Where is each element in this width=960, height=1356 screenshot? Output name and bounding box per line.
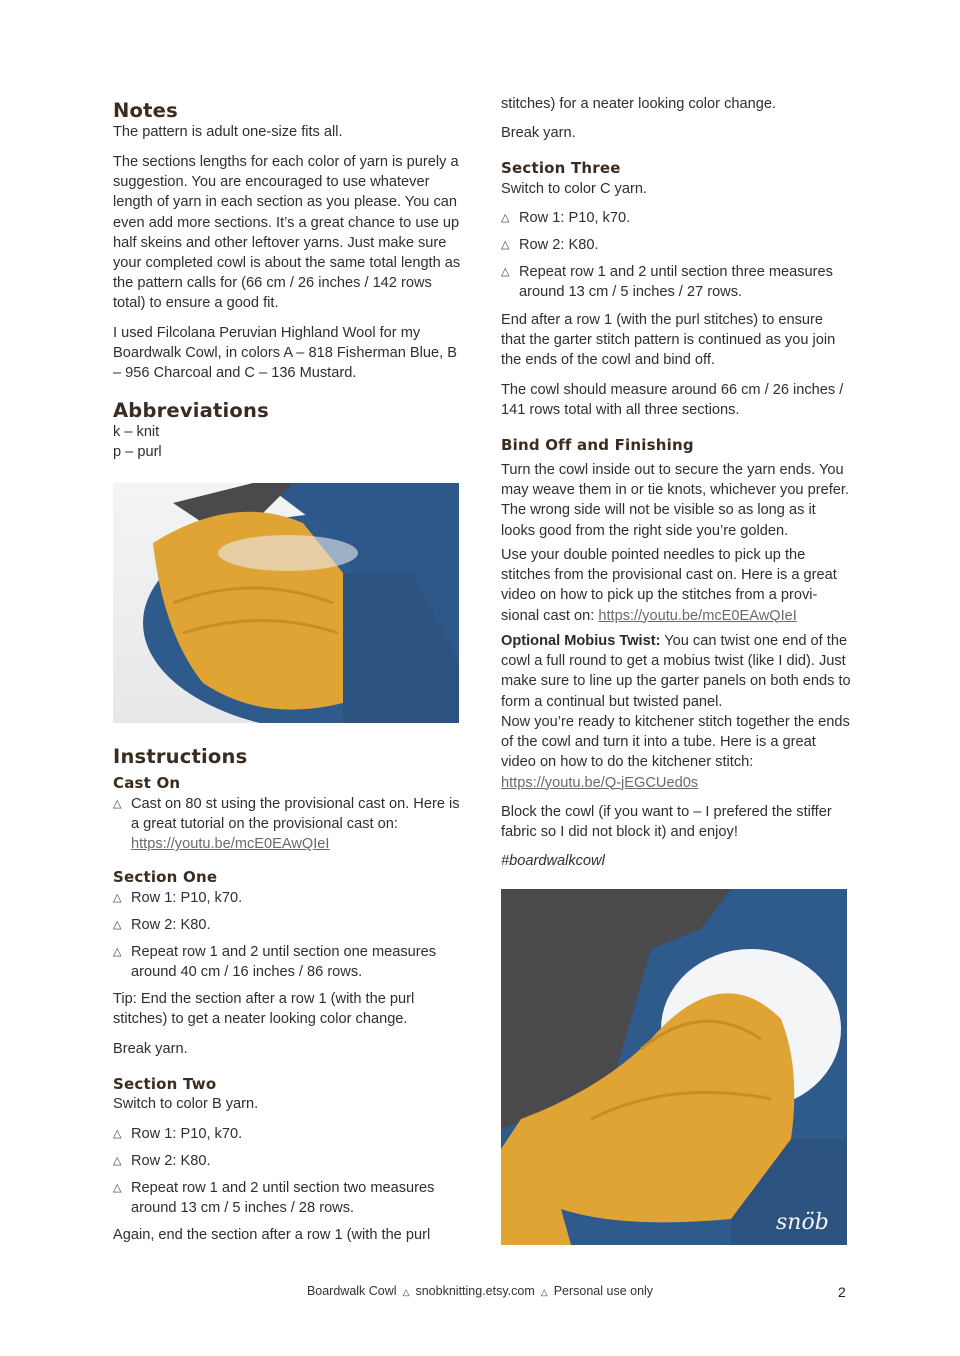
abbreviations-heading: Abbreviations bbox=[113, 399, 269, 422]
bind-off-paragraph-1: Turn the cowl inside out to secure the yarn ends. You may weave them in or tie knots, whichever you prefer. The wrong side will not be visible so as long as it looks good from the right side you’re golden. bbox=[501, 462, 849, 539]
notes-paragraph-1: The pattern is adult one-size fits all. bbox=[113, 124, 343, 140]
section-one-break: Break yarn. bbox=[113, 1041, 188, 1057]
mobius-label: Optional Mobius Twist: bbox=[501, 633, 661, 649]
bind-off-paragraph-2: Use your double pointed needles to pick up the stitches from the provisional cast on. Here is a great video on how to pick up the stitches from a provi-sional cast on: https://youtu.be/mcE0EAwQIeI bbox=[501, 547, 837, 624]
section-two-again: Again, end the section after a row 1 (with the purl bbox=[113, 1227, 431, 1243]
section-two-heading: Section Two bbox=[113, 1075, 217, 1093]
bullet-triangle-icon: △ bbox=[501, 266, 510, 278]
footer-shop-link[interactable]: snobknitting.etsy.com bbox=[415, 1284, 535, 1298]
cowl-photo-bottom bbox=[501, 889, 847, 1245]
bullet-triangle-icon: △ bbox=[113, 798, 122, 810]
section-three-item-2: △ Row 2: K80. bbox=[501, 237, 599, 253]
mobius-paragraph: Optional Mobius Twist: You can twist one end of the cowl a full round to get a mobius twist (like I did). Just make sure to line up the garter panels on both ends to form a continual but twisted panel. bbox=[501, 633, 851, 710]
kitchener-stitch-link[interactable]: https://youtu.be/Q-jEGCUed0s bbox=[501, 774, 699, 791]
bullet-triangle-icon: △ bbox=[113, 892, 122, 904]
cowl-photo-bottom-illustration bbox=[501, 889, 847, 1245]
bullet-triangle-icon: △ bbox=[501, 212, 510, 224]
cowl-photo-top-illustration bbox=[113, 483, 459, 723]
block-paragraph: Block the cowl (if you want to – I prefered the stiffer fabric so I did not block it) and enjoy! bbox=[501, 804, 832, 841]
kitchener-paragraph: Now you’re ready to kitchener stitch together the ends of the cowl and turn it into a tube. Here is a great video on how to do the kitchener stitch: https://youtu.be/Q-jEGCUed0s bbox=[501, 714, 850, 791]
cast-on-text: Cast on 80 st using the provisional cast on. Here is a great tutorial on the provisional cast on: bbox=[131, 796, 460, 833]
footer-separator-icon: △ bbox=[540, 1287, 548, 1297]
bullet-triangle-icon: △ bbox=[501, 239, 510, 251]
section-three-intro: Switch to color C yarn. bbox=[501, 181, 647, 197]
abbreviation-purl: p – purl bbox=[113, 444, 162, 460]
pickup-stitches-link[interactable]: https://youtu.be/mcE0EAwQIeI bbox=[598, 607, 797, 624]
section-two-item-2: △ Row 2: K80. bbox=[113, 1153, 211, 1169]
section-two-again-continued: stitches) for a neater looking color change. bbox=[501, 96, 777, 112]
bullet-triangle-icon: △ bbox=[113, 919, 122, 931]
cowl-photo-top bbox=[113, 483, 459, 723]
section-two-break: Break yarn. bbox=[501, 125, 576, 141]
bullet-triangle-icon: △ bbox=[113, 1182, 122, 1194]
section-three-total: The cowl should measure around 66 cm / 26 inches / 141 rows total with all three sections. bbox=[501, 382, 844, 419]
section-one-item-2: △ Row 2: K80. bbox=[113, 917, 211, 933]
section-two-intro: Switch to color B yarn. bbox=[113, 1096, 259, 1112]
section-one-tip: Tip: End the section after a row 1 (with the purl stitches) to get a neater looking color change. bbox=[113, 991, 415, 1028]
notes-paragraph-2: The sections lengths for each color of yarn is purely a suggestion. You are encouraged to use whatever length of yarn in each section as you please. You can even add more sections. It’s a great chance to use up half skeins and other leftover yarns. Just make sure your completed cowl is about the same total length as the pattern calls for (66 cm / 26 inches / 142 rows total) to ensure a good fit. bbox=[113, 154, 461, 312]
section-three-item-1: △ Row 1: P10, k70. bbox=[501, 210, 631, 226]
section-one-heading: Section One bbox=[113, 868, 218, 886]
cast-on-heading: Cast On bbox=[113, 774, 181, 792]
footer-license: Personal use only bbox=[553, 1284, 654, 1298]
notes-heading: Notes bbox=[113, 99, 178, 122]
instructions-heading: Instructions bbox=[113, 745, 248, 768]
bullet-triangle-icon: △ bbox=[113, 1128, 122, 1140]
footer-title: Boardwalk Cowl bbox=[306, 1284, 397, 1298]
section-one-item-3: △ Repeat row 1 and 2 until section one measures around 40 cm / 16 inches / 86 rows. bbox=[113, 944, 437, 981]
section-three-end: End after a row 1 (with the purl stitches) to ensure that the garter stitch pattern is continued as you join the ends of the cowl and bind off. bbox=[501, 312, 836, 369]
cast-on-item bbox=[113, 794, 463, 855]
bullet-triangle-icon: △ bbox=[113, 1155, 122, 1167]
signature-text: snöb bbox=[776, 1210, 829, 1235]
page-number: 2 bbox=[838, 1284, 846, 1300]
section-two-item-3: △ Repeat row 1 and 2 until section two measures around 13 cm / 5 inches / 28 rows. bbox=[113, 1180, 435, 1217]
provisional-cast-on-link[interactable]: https://youtu.be/mcE0EAwQIeI bbox=[131, 836, 330, 853]
section-two-item-1: △ Row 1: P10, k70. bbox=[113, 1126, 243, 1142]
section-one-item-1: △ Row 1: P10, k70. bbox=[113, 890, 243, 906]
bullet-triangle-icon: △ bbox=[113, 946, 122, 958]
hashtag: #boardwalkcowl bbox=[501, 853, 605, 869]
abbreviation-knit: k – knit bbox=[113, 424, 160, 440]
footer-separator-icon: △ bbox=[402, 1287, 410, 1297]
section-three-heading: Section Three bbox=[501, 159, 621, 177]
notes-paragraph-3: I used Filcolana Peruvian Highland Wool for my Boardwalk Cowl, in colors A – 818 Fisherman Blue, B – 956 Charcoal and C – 136 Mustard. bbox=[113, 325, 457, 382]
bind-off-heading: Bind Off and Finishing bbox=[501, 436, 694, 454]
footer bbox=[0, 1284, 960, 1298]
section-three-item-3: △ Repeat row 1 and 2 until section three measures around 13 cm / 5 inches / 27 rows. bbox=[501, 264, 833, 301]
